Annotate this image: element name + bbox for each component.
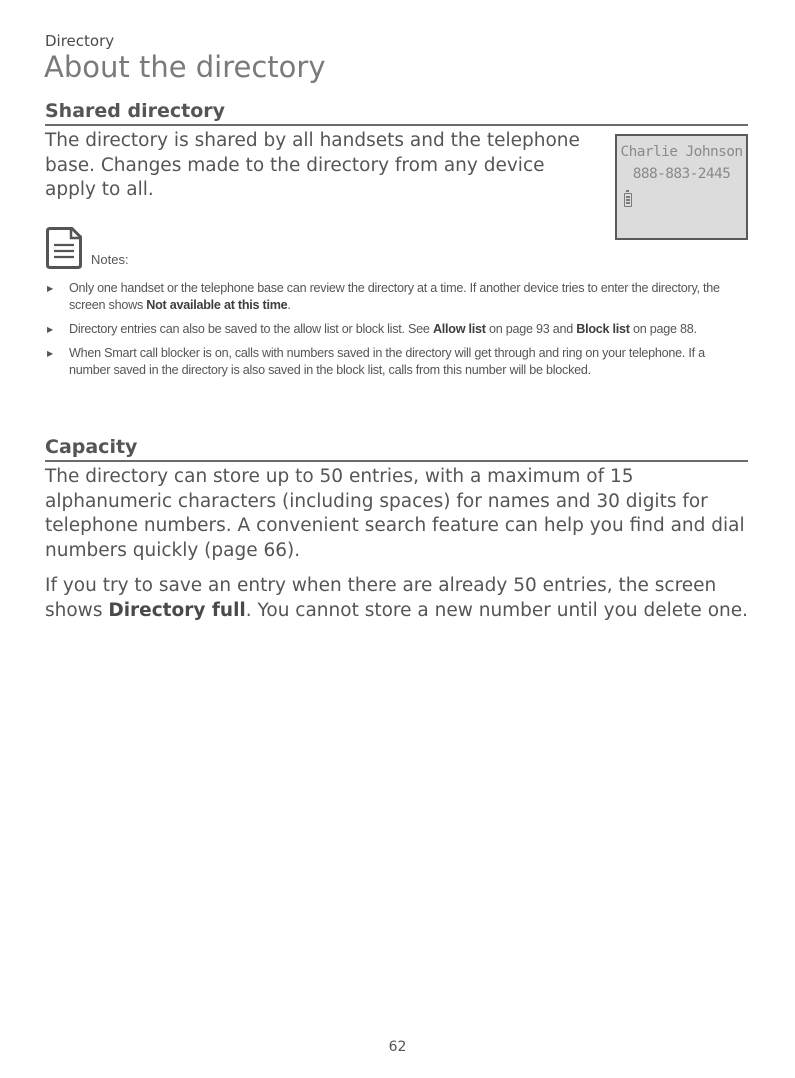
note-text: on page 93 and bbox=[485, 322, 577, 336]
breadcrumb: Directory bbox=[45, 32, 115, 50]
handset-screen-illustration bbox=[615, 134, 748, 240]
capacity-text: If you try to save an entry when there are already 50 entries, the screen shows bbox=[45, 575, 717, 621]
bullet-triangle-icon: ▶ bbox=[47, 325, 53, 334]
capacity-paragraph-1: The directory can store up to 50 entries, with a maximum of 15 alphanumeric characters (including spaces) for names and 30 digits for telephone numbers. A convenient search feature can help you find and dial numbers quickly (page 66). bbox=[45, 466, 745, 561]
note-emphasis: Block list bbox=[576, 322, 630, 336]
note-item bbox=[45, 321, 745, 338]
page-title: About the directory bbox=[44, 50, 326, 84]
document-icon bbox=[46, 227, 82, 269]
bullet-triangle-icon: ▶ bbox=[47, 349, 53, 358]
note-text: on page 88. bbox=[629, 322, 697, 336]
note-text: When Smart call blocker is on, calls with numbers saved in the directory will get through and ring on your telephone. If a number saved in the directory is also saved in the block list, calls from this number will be blocked. bbox=[69, 346, 705, 377]
directory-full-message: Directory full bbox=[108, 599, 246, 621]
note-text: . bbox=[287, 298, 291, 312]
capacity-text: . You cannot store a new number until you delete one. bbox=[245, 599, 749, 621]
note-emphasis: Not available at this time bbox=[146, 298, 288, 312]
note-item bbox=[45, 280, 745, 314]
bullet-triangle-icon: ▶ bbox=[47, 284, 53, 293]
note-text: Only one handset or the telephone base can review the directory at a time. If another device tries to enter the directory, the screen shows bbox=[69, 281, 720, 312]
note-emphasis: Allow list bbox=[432, 322, 486, 336]
note-item bbox=[45, 345, 745, 379]
lcd-contact-number: 888-883-2445 bbox=[632, 166, 731, 182]
battery-icon bbox=[624, 193, 632, 207]
capacity-paragraph-2 bbox=[45, 574, 753, 623]
note-text: Directory entries can also be saved to the allow list or block list. See bbox=[69, 322, 433, 336]
page-number: 62 bbox=[388, 1039, 407, 1055]
notes-list bbox=[45, 280, 745, 386]
section-heading-capacity: Capacity bbox=[45, 435, 748, 462]
lcd-contact-name: Charlie Johnson bbox=[620, 144, 743, 160]
section-heading-shared-directory: Shared directory bbox=[45, 99, 748, 126]
shared-directory-text: The directory is shared by all handsets and the telephone base. Changes made to the directory from any device apply to all. bbox=[45, 130, 580, 200]
notes-label: Notes: bbox=[91, 252, 129, 267]
